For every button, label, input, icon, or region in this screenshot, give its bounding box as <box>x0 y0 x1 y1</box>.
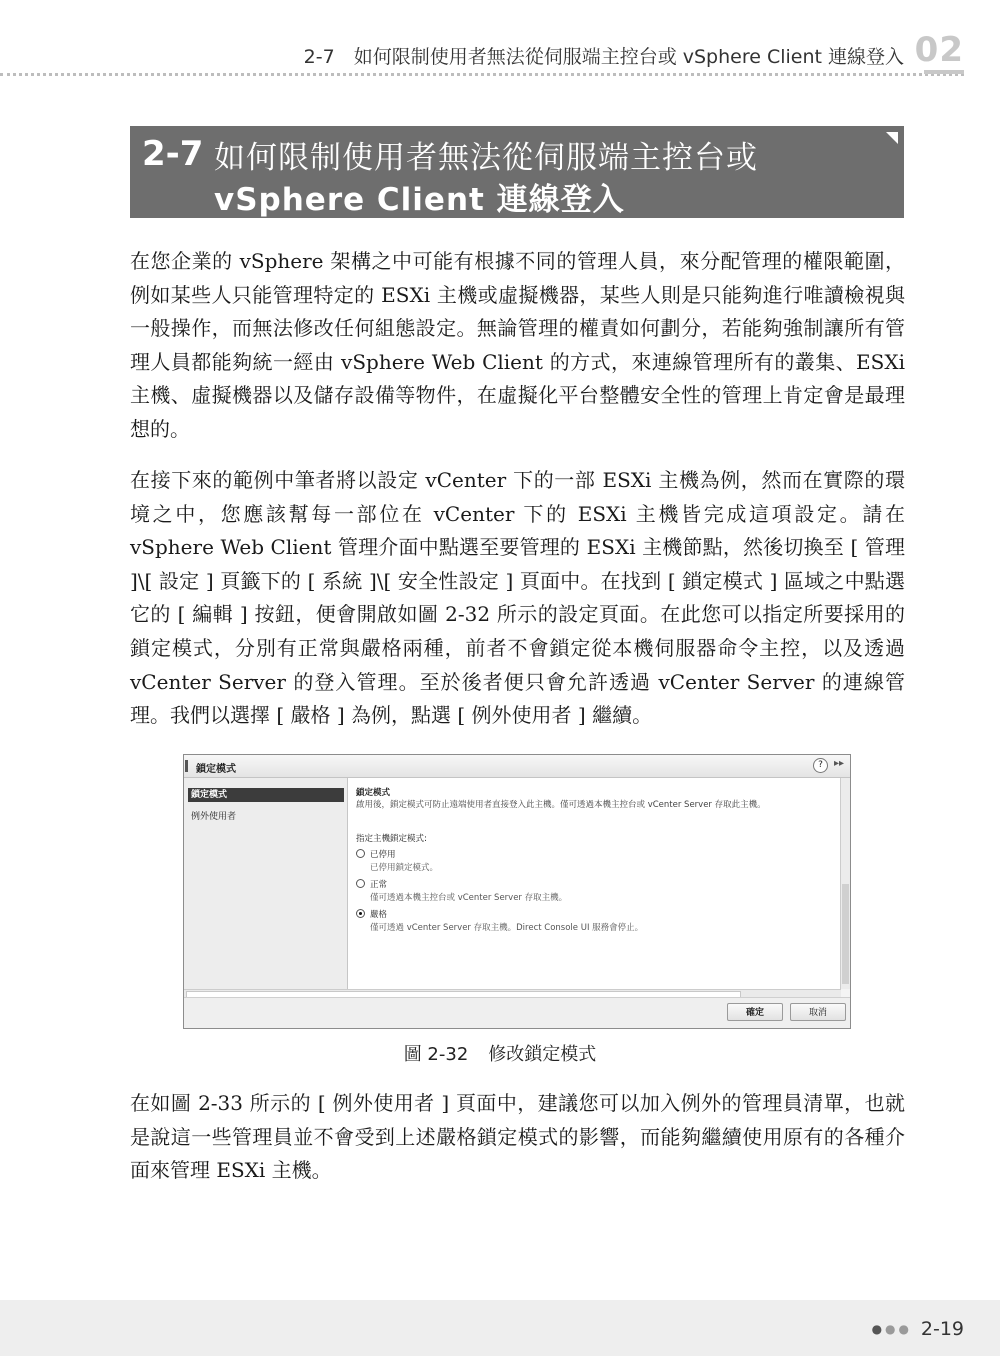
page-number: 2-19 <box>920 1318 964 1340</box>
radio-strict[interactable] <box>356 909 365 918</box>
header-chapter-bar <box>924 70 964 74</box>
option-strict-desc: 僅可透過 vCenter Server 存取主機。Direct Console UI 服務會停止。 <box>370 923 644 933</box>
running-header <box>0 30 1000 76</box>
option-normal-desc: 僅可透過本機主控台或 vCenter Server 存取主機。 <box>370 893 568 903</box>
running-title: 2-7 如何限制使用者無法從伺服端主控台或 vSphere Client 連線登入 <box>303 46 904 68</box>
corner-triangle-icon <box>886 132 898 144</box>
nav-item-lockdown-mode[interactable]: 鎖定模式 <box>188 788 344 802</box>
vertical-scrollbar[interactable] <box>840 778 850 989</box>
lockdown-prompt: 指定主機鎖定模式: <box>356 834 427 844</box>
section-number: 2-7 <box>142 134 204 174</box>
section-title-line1: 如何限制使用者無法從伺服端主控台或 <box>214 140 758 176</box>
section-title-line2: vSphere Client 連線登入 <box>214 182 625 218</box>
help-icon[interactable]: ? <box>813 758 828 773</box>
radio-disabled[interactable] <box>356 849 365 858</box>
nav-item-exception-users[interactable]: 例外使用者 <box>191 812 237 822</box>
option-disabled-label: 已停用 <box>370 850 396 860</box>
content-description: 啟用後，鎖定模式可防止遠端使用者直接登入此主機。僅可透過本機主控台或 vCenter Server 存取此主機。 <box>356 800 766 810</box>
figure-caption <box>0 1040 1000 1066</box>
option-strict-label: 嚴格 <box>370 910 388 920</box>
ok-button[interactable]: 確定 <box>727 1003 783 1021</box>
dialog-title: 鎖定模式 <box>196 764 236 775</box>
option-disabled-desc: 已停用鎖定模式。 <box>370 863 439 873</box>
header-dotted-rule <box>0 73 964 76</box>
page-footer <box>0 1300 1000 1356</box>
radio-normal[interactable] <box>356 879 365 888</box>
lockdown-mode-dialog <box>183 754 851 1029</box>
cancel-button[interactable]: 取消 <box>790 1003 846 1021</box>
figure-number: 圖 2-32 <box>403 1044 469 1065</box>
option-normal-label: 正常 <box>370 880 388 890</box>
dialog-content <box>348 778 842 989</box>
dialog-titlebar <box>184 755 850 778</box>
body-paragraph-3: 在如圖 2-33 所示的 [ 例外使用者 ] 頁面中，建議您可以加入例外的管理員清單，也就是說這一些管理員並不會受到上述嚴格鎖定模式的影響，而能夠繼續使用原有的各種介面來管理 ESXi 主機。 <box>130 1091 905 1183</box>
expand-icon[interactable]: ▸▸ <box>833 758 844 769</box>
figure-caption-text: 修改鎖定模式 <box>488 1044 597 1065</box>
body-paragraph-2: 在接下來的範例中筆者將以設定 vCenter 下的一部 ESXi 主機為例，然而在實際的環境之中，您應該幫每一部位在 vCenter 下的 ESXi 主機皆完成這項設定。請在 vSphere Web Client 管理介面中點選至要管理的 ESXi 主機節點，然後切換至 [ 管理 ]\[ 設定 ] 頁籤下的 [ 系統 ]\[ 安全性設定 ] 頁面中。在找到 [ 鎖定模式 ] 區域之中點選它的 [ 編輯 ] 按鈕，便會開啟如圖 2-32 所示的設定頁面。在此您可以指定所要採用的鎖定模式，分別有正常與嚴格兩種，前者不會鎖定從本機伺服器命令主控，以及透過 vCenter Server 的登入管理。至於後者便只會允許透過 vCenter Server 的連線管理。我們以選擇 [ 嚴格 ] 為例，點選 [ 例外使用者 ] 繼續。 <box>130 468 905 728</box>
content-heading: 鎖定模式 <box>356 788 391 798</box>
vertical-scroll-thumb[interactable] <box>842 884 849 984</box>
dialog-nav <box>184 778 348 992</box>
body-paragraph-1: 在您企業的 vSphere 架構之中可能有根據不同的管理人員，來分配管理的權限範圍，例如某些人只能管理特定的 ESXi 主機或虛擬機器，某些人則是只能夠進行唯讀檢視與一般操作，而無法修改任何組態設定。無論管理的權責如何劃分，若能夠強制讓所有管理人員都能夠統一經由 vSphere Web Client 的方式，來連線管理所有的叢集、ESXi 主機、虛擬機器以及儲存設備等物件，在虛擬化平台整體安全性的管理上肯定會是最理想的。 <box>130 249 905 441</box>
footer-dots-icon: ●●● <box>871 1322 912 1336</box>
dialog-footer <box>184 997 850 1028</box>
chapter-number: 02 <box>914 30 964 70</box>
dialog-icon <box>185 760 188 772</box>
section-heading <box>130 126 904 218</box>
